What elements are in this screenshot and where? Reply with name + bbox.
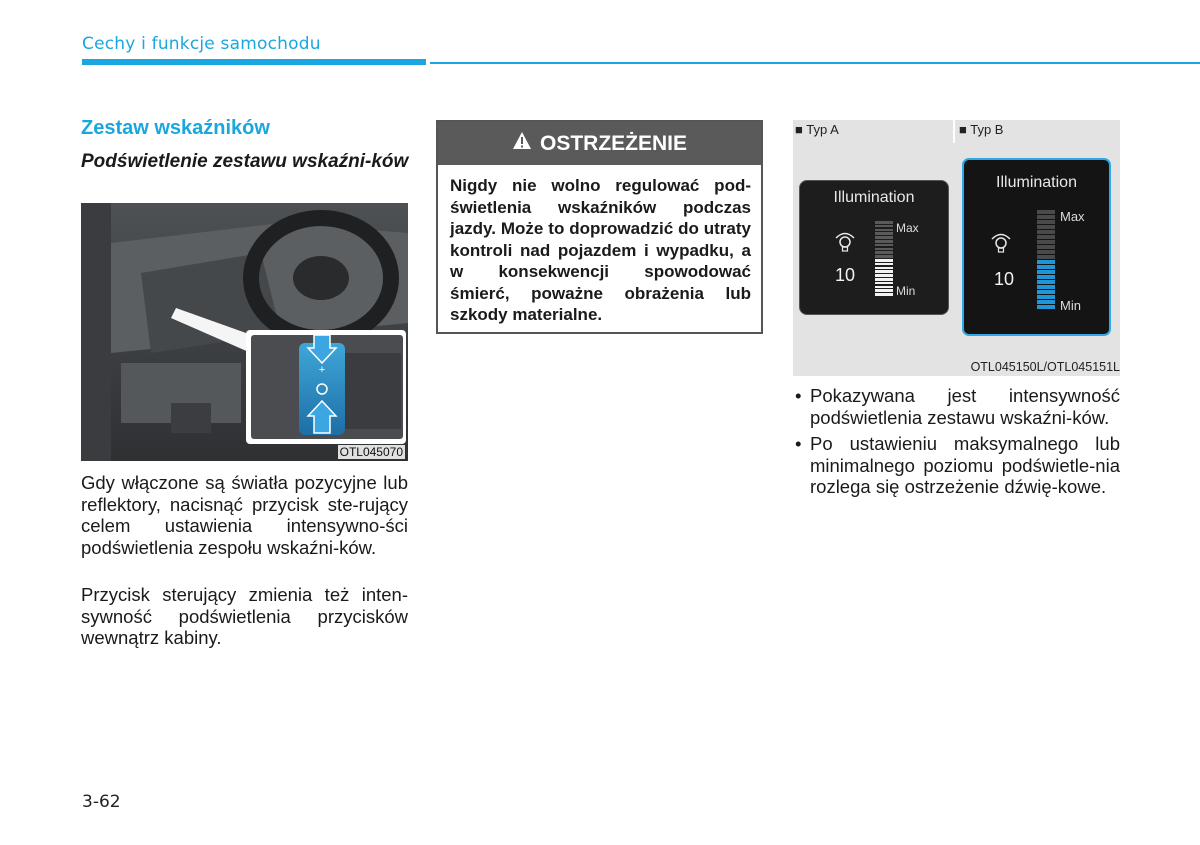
level-segment xyxy=(1037,275,1055,279)
level-segment xyxy=(1037,215,1055,219)
level-segment xyxy=(875,278,893,281)
level-segment xyxy=(875,267,893,270)
level-segment xyxy=(875,286,893,289)
bullet-list xyxy=(793,385,1120,503)
warning-text: Nigdy nie wolno regulować pod-świetlenia wskaźników podczas jazdy. Może to doprowadzić do utraty kontroli nad pojazdem i wypadku, a w konsekwencji spowodować śmierć, poważne obrażenia lub szkody materialne. xyxy=(450,176,751,324)
illumination-panel-type-b xyxy=(962,158,1111,336)
level-segment xyxy=(875,282,893,285)
level-segment xyxy=(1037,265,1055,269)
level-segment xyxy=(1037,225,1055,229)
level-segment xyxy=(875,251,893,254)
level-segment xyxy=(875,270,893,273)
level-segment xyxy=(1037,290,1055,294)
level-bar-type-b xyxy=(1037,210,1055,310)
level-bar-type-a xyxy=(875,221,893,297)
figure-divider xyxy=(953,120,955,143)
figure-code: OTL045150L/OTL045151L xyxy=(970,360,1120,374)
level-segment xyxy=(1037,280,1055,284)
panel-a-value: 10 xyxy=(835,265,856,285)
illumination-panel-type-a xyxy=(799,180,949,315)
paragraph-1: Gdy włączone są światła pozycyjne lub reflektory, nacisnąć przycisk ste-rujący celem ustawienia intensywno-ści podświetlenia zespołu wskaźni-ków. xyxy=(81,472,408,558)
level-segment xyxy=(875,255,893,258)
svg-text:+: + xyxy=(318,364,326,376)
level-segment xyxy=(875,274,893,277)
dashboard-photo xyxy=(81,203,408,461)
level-segment xyxy=(1037,230,1055,234)
level-segment xyxy=(1037,305,1055,309)
dashboard-illustration xyxy=(81,203,408,461)
panel-b-value: 10 xyxy=(994,269,1015,289)
level-segment xyxy=(875,232,893,235)
panel-b-max-label: Max xyxy=(1060,209,1085,224)
bullet-item: • Pokazywana jest intensywność podświetlenia zestawu wskaźni-ków. xyxy=(793,385,1120,428)
type-b-label: ■ Typ B xyxy=(959,122,1004,137)
level-segment xyxy=(1037,245,1055,249)
level-segment xyxy=(1037,220,1055,224)
level-segment xyxy=(875,221,893,224)
level-segment xyxy=(1037,210,1055,214)
level-segment xyxy=(1037,240,1055,244)
light-bulb-icon xyxy=(988,232,1014,259)
level-segment xyxy=(1037,235,1055,239)
panel-b-title: Illumination xyxy=(996,174,1077,191)
light-bulb-icon xyxy=(832,231,858,258)
level-segment xyxy=(875,240,893,243)
level-segment xyxy=(1037,255,1055,259)
level-segment xyxy=(875,259,893,262)
section-title: Zestaw wskaźników xyxy=(81,117,270,139)
level-segment xyxy=(875,244,893,247)
photo-caption: OTL045070 xyxy=(339,445,403,459)
panel-a-max-label: Max xyxy=(896,221,919,235)
panel-b-min-label: Min xyxy=(1060,298,1081,313)
header-rule-thick xyxy=(82,59,426,65)
level-segment xyxy=(875,263,893,266)
warning-triangle-icon xyxy=(512,131,532,156)
panel-a-title: Illumination xyxy=(833,189,915,206)
level-segment xyxy=(1037,285,1055,289)
panel-a-min-label: Min xyxy=(896,284,916,298)
page-number: 3-62 xyxy=(82,792,121,812)
level-segment xyxy=(875,293,893,296)
level-segment xyxy=(875,248,893,251)
level-segment xyxy=(875,236,893,239)
header-rule-thin xyxy=(430,62,1200,64)
warning-title: OSTRZEŻENIE xyxy=(539,131,687,155)
paragraph-2: Przycisk sterujący zmienia też inten-sywność podświetlenia przycisków wewnątrz kabiny. xyxy=(81,584,408,648)
warning-box xyxy=(436,120,763,334)
bullet-item: • Po ustawieniu maksymalnego lub minimalnego poziomu podświetle-nia rozlega się ostrzeżenie dźwię-kowe. xyxy=(793,433,1120,498)
warning-header xyxy=(438,122,761,165)
subsection-title: Podświetlenie zestawu wskaźni-ków xyxy=(81,151,409,172)
illumination-figure xyxy=(793,120,1120,376)
level-segment xyxy=(875,225,893,228)
level-segment xyxy=(1037,300,1055,304)
level-segment xyxy=(1037,295,1055,299)
level-segment xyxy=(875,229,893,232)
level-segment xyxy=(875,289,893,292)
level-segment xyxy=(1037,260,1055,264)
level-segment xyxy=(1037,250,1055,254)
type-a-label: ■ Typ A xyxy=(795,122,839,137)
chapter-title: Cechy i funkcje samochodu xyxy=(82,34,321,54)
level-segment xyxy=(1037,270,1055,274)
